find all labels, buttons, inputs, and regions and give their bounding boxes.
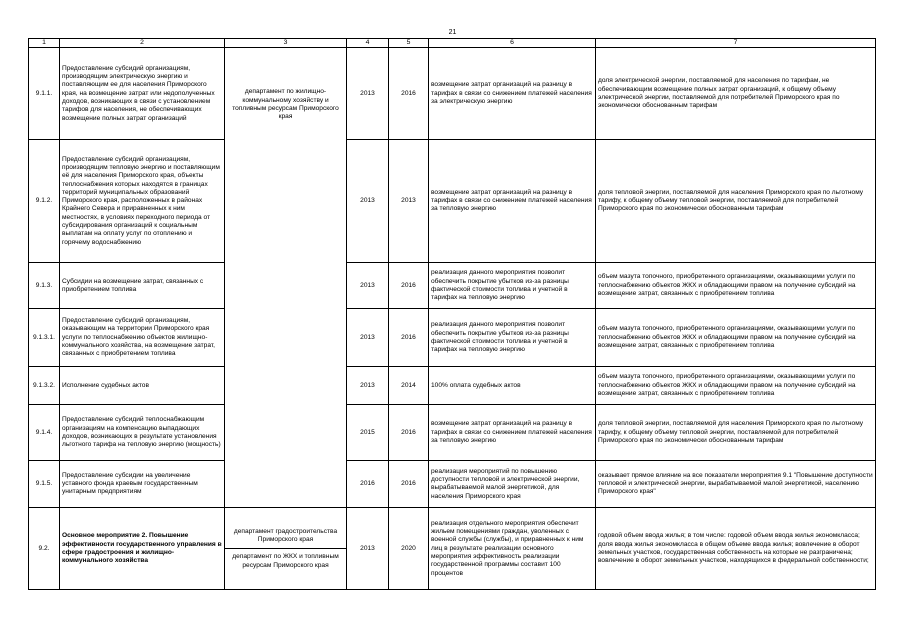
table-header-row	[29, 39, 876, 48]
measure-name: Предоставление субсидий теплоснабжающим организациям на компенсацию выпадающих доходов, возникающих в результате установления льготного тарифа на тепловую энергию (мощность)	[60, 405, 225, 461]
table-row	[29, 461, 876, 508]
column-header: 1	[29, 39, 60, 48]
end-year: 2016	[389, 461, 429, 508]
table-row	[29, 140, 876, 263]
end-year: 2020	[389, 508, 429, 590]
executor-department-housing: департамент по ЖКХ и топливным ресурсам Приморского края	[232, 553, 339, 569]
row-number: 9.1.1.	[29, 48, 60, 140]
end-year: 2016	[389, 263, 429, 309]
column-header: 5	[389, 39, 429, 48]
target-indicator: доля электрической энергии, поставляемой для населения по тарифам, не обеспечивающим возмещение полных затрат организаций, к общему объему электрической энергии, поставляемой для потребителей Приморского края по экономически обоснованным тарифам	[596, 48, 876, 140]
target-indicator: объем мазута топочного, приобретенного организациями, оказывающими услуги по теплоснабжению объектов ЖКХ и обладающими правом на получение субсидий на возмещение затрат, связанных с приобретением топлива	[596, 309, 876, 367]
start-year: 2013	[347, 263, 389, 309]
column-header: 7	[596, 39, 876, 48]
table-row	[29, 405, 876, 461]
responsible-executor: департамент по жилищно-коммунальному хозяйству и топливным ресурсам Приморского края	[225, 48, 347, 508]
table-row	[29, 263, 876, 309]
measure-name: Предоставление субсидий организациям, оказывающим на территории Приморского края услуги по теплоснабжению объектов жилищно-коммунального хозяйства, на возмещение затрат, связанных с приобретением топлива	[60, 309, 225, 367]
end-year: 2016	[389, 309, 429, 367]
target-indicator: доля тепловой энергии, поставляемой для населения Приморского края по льготному тарифу, к общему объему тепловой энергии, поставляемой для потребителей Приморского края по экономически обоснованным тарифам	[596, 405, 876, 461]
end-year: 2016	[389, 405, 429, 461]
measure-name: Предоставление субсидий организациям, производящим тепловую энергию и поставляющим её для населения Приморского края, объекты теплоснабжения которых находятся в границах территорий муниципальных образований Приморского края, расположенных в районах Крайнего Севера и приравненных к ним местностях, в условиях переходного периода от субсидирования организаций к социальным выплатам на оплату услуг по отоплению и горячему водоснабжению	[60, 140, 225, 263]
measure-name: Исполнение судебных актов	[60, 367, 225, 405]
expected-result: реализация мероприятий по повышению доступности тепловой и электрической энергии, вырабатываемой малой энергетикой, для населения Приморского края	[429, 461, 596, 508]
row-number: 9.1.3.1.	[29, 309, 60, 367]
executor-divider	[225, 548, 347, 549]
executor-department-urban: департамент градостроительства Приморского края	[233, 527, 338, 543]
table-row	[29, 367, 876, 405]
expected-result: 100% оплата судебных актов	[429, 367, 596, 405]
start-year: 2013	[347, 508, 389, 590]
column-header: 6	[429, 39, 596, 48]
expected-result: возмещение затрат организаций на разницу в тарифах в связи со снижением платежей населения за тепловую энергию	[429, 140, 596, 263]
row-number: 9.1.4.	[29, 405, 60, 461]
row-number: 9.1.2.	[29, 140, 60, 263]
row-number: 9.1.3.	[29, 263, 60, 309]
expected-result: возмещение затрат организаций на разницу в тарифах в связи со снижением платежей населения за электрическую энергию	[429, 48, 596, 140]
table-row	[29, 309, 876, 367]
measure-name: Предоставление субсидий организациям, производящим электрическую энергию и поставляющим ее для населения Приморского края, на возмещение затрат или недополученных доходов, возникающих в связи с установлением тарифов для населения, не обеспечивающих возмещение полных затрат организаций	[60, 48, 225, 140]
table-row	[29, 48, 876, 140]
target-indicator: доля тепловой энергии, поставляемой для населения Приморского края по льготному тарифу, к общему объему тепловой энергии, поставляемой для потребителей Приморского края по экономически обоснованным тарифам	[596, 140, 876, 263]
table-row	[29, 508, 876, 590]
measure-name: Субсидии на возмещение затрат, связанных с приобретением топлива	[60, 263, 225, 309]
column-header: 3	[225, 39, 347, 48]
start-year: 2016	[347, 461, 389, 508]
expected-result: реализация данного мероприятия позволит обеспечить покрытие убытков из-за разницы фактической стоимости топлива и учетной в тарифах на тепловую энергию	[429, 263, 596, 309]
program-measures-table	[28, 38, 876, 590]
target-indicator: объем мазута топочного, приобретенного организациями, оказывающими услуги по теплоснабжению объектов ЖКХ и обладающими правом на получение субсидий на возмещение затрат, связанных с приобретением топлива	[596, 367, 876, 405]
column-header: 4	[347, 39, 389, 48]
row-number: 9.1.5.	[29, 461, 60, 508]
start-year: 2013	[347, 48, 389, 140]
start-year: 2015	[347, 405, 389, 461]
column-header: 2	[60, 39, 225, 48]
target-indicator: оказывает прямое влияние на все показатели мероприятия 9.1 "Повышение доступности тепловой и электрической энергии, вырабатываемой малой энергетикой, населению Приморского края"	[596, 461, 876, 508]
start-year: 2013	[347, 140, 389, 263]
responsible-executor	[225, 508, 347, 590]
end-year: 2013	[389, 140, 429, 263]
expected-result: реализация отдельного мероприятия обеспечит жильем помещениями граждан, уволенных с военной службы (службы), и приравненных к ним лиц в результате реализации основного мероприятия эффективность реализации государственной программы составит 100 процентов	[429, 508, 596, 590]
page-number: 21	[448, 29, 457, 36]
target-indicator: годовой объем ввода жилья; в том числе: годовой объем ввода жилья экономкласса; доля ввода жилья экономкласса в общем объеме ввода жилья; вовлечение в оборот земельных участков, государственная собственность на которые не разграничена; вовлечение в оборот земельных участков, находящихся в федеральной собственности;	[596, 508, 876, 590]
expected-result: возмещение затрат организаций на разницу в тарифах в связи со снижением платежей населения за тепловую энергию	[429, 405, 596, 461]
row-number: 9.1.3.2.	[29, 367, 60, 405]
measure-name: Основное мероприятие 2. Повышение эффективности государственного управления в сфере градостроения и жилищно-коммунального хозяйства	[60, 508, 225, 590]
end-year: 2014	[389, 367, 429, 405]
target-indicator: объем мазута топочного, приобретенного организациями, оказывающими услуги по теплоснабжению объектов ЖКХ и обладающими правом на получение субсидий на возмещение затрат, связанных с приобретением топлива	[596, 263, 876, 309]
end-year: 2016	[389, 48, 429, 140]
row-number: 9.2.	[29, 508, 60, 590]
start-year: 2013	[347, 309, 389, 367]
start-year: 2013	[347, 367, 389, 405]
measure-name: Предоставление субсидии на увеличение уставного фонда краевым государственным унитарным предприятиям	[60, 461, 225, 508]
expected-result: реализация данного мероприятия позволит обеспечить покрытие убытков из-за разницы фактической стоимости топлива и учетной в тарифах на тепловую энергию	[429, 309, 596, 367]
